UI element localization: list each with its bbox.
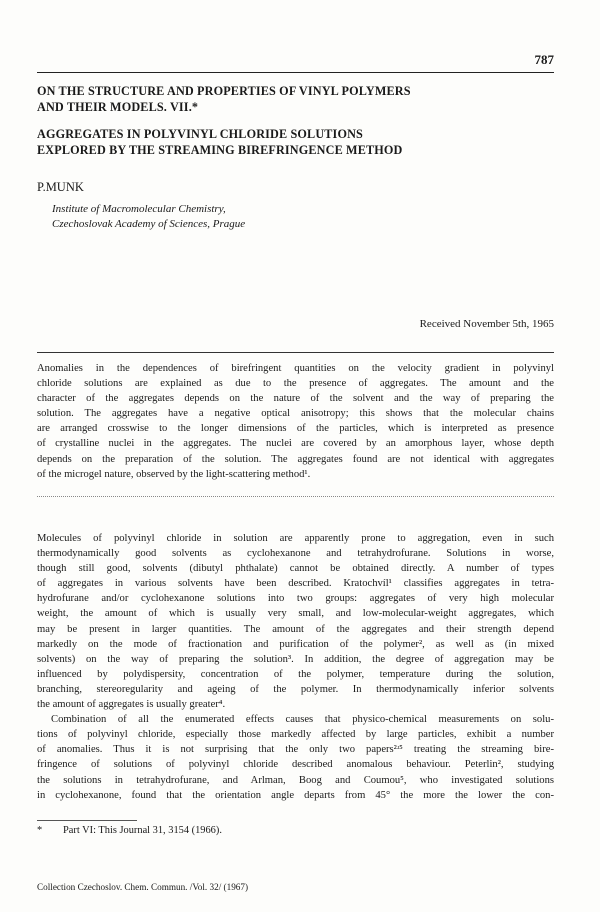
body-line: thermodynamically good solvents as cyclohexanone and tetrahydrofurane. Solutions in worse, [37,548,554,560]
body-line: of aggregates in various solvents have been described. Kratochvíl¹ classifies aggregates in tetra- [37,578,554,590]
footnote-text: Part VI: This Journal 31, 3154 (1966). [63,825,222,836]
subtitle-line: AGGREGATES IN POLYVINYL CHLORIDE SOLUTIONS [37,127,363,141]
affiliation-line: Czechoslovak Academy of Sciences, Prague [52,218,246,230]
body-line: the amount of aggregates is usually greater⁴. [37,699,226,711]
body-line: branching, stereoregularity and ageing of the polymer. In thermodynamically inferior solvents [37,683,554,695]
footnote [37,825,222,836]
body-line: though still good, solvents (dibutyl phthalate) cannot be obtained directly. A number of types [37,563,554,575]
abstract-line: of crystalline nuclei in the aggregates. The nuclei are covered by an amorphous layer, whose depth [37,438,554,450]
page-number: 787 [534,52,554,67]
footnote-marker: * [37,825,43,836]
body-line: hydrofurane and/or cyclohexanone solutions into two groups: aggregates of very high molecular [37,593,554,605]
abstract-bottom-rule [37,496,554,497]
affiliation [52,202,245,232]
body-line: Molecules of polyvinyl chloride in solution are apparently prone to aggregation, even in such [37,533,554,544]
title-line: ON THE STRUCTURE AND PROPERTIES OF VINYL POLYMERS [37,84,411,98]
abstract-line: character of the aggregates depends on the nature of the solvent and the way of preparing the [37,393,554,405]
body-line: Combination of all the enumerated effects causes that physico-chemical measurements on solu- [51,714,554,726]
abstract-line: depends on the preparation of the solution. The aggregates found are not identical with aggregates [37,453,554,465]
abstract-line: chloride solutions are explained as due to the presence of aggregates. The amount and the [37,378,554,390]
paper-title [37,83,554,115]
body-line: tions of polyvinyl chloride, especially those markedly affected by large particles, exhibit a number [37,729,554,741]
journal-footer: Collection Czechoslov. Chem. Commun. /Vol. 32/ (1967) [37,882,249,892]
body-line: fringence of solutions of polyvinyl chloride described anomalous behaviour. Peterlin², studying [37,759,554,771]
body-line: influenced by polydispersity, concentration of the polymer, temperature during the solution, [37,668,554,680]
abstract-line: of the microgel nature, observed by the light-scattering method¹. [37,468,311,480]
abstract-line: solution. The aggregates have a negative optical anisotropy; this shows that the molecular chains [37,408,554,420]
body-text [37,531,554,803]
abstract [37,361,554,482]
body-line: markedly on the mode of fractionation and purification of the polymer², as well as (in mixed [37,638,554,650]
top-rule [37,72,554,73]
affiliation-line: Institute of Macromolecular Chemistry, [52,203,226,215]
title-line: AND THEIR MODELS. VII.* [37,100,199,114]
body-line: the solutions in tetrahydrofurane, and Arlman, Boog and Coumou⁵, who investigated solutions [37,774,554,786]
body-line: solvents) on the way of preparing the solution³. In addition, the degree of aggregation may be [37,653,554,665]
body-line: weight, the amount of which is usually very small, and low-molecular-weight aggregates, which [37,608,554,620]
subtitle-line: EXPLORED BY THE STREAMING BIREFRINGENCE METHOD [37,143,403,157]
author: P.MUNK [37,180,84,194]
abstract-top-rule [37,352,554,353]
body-line: of anomalies. Thus it is not surprising that the only two papers²ʴ⁵ treating the streaming bire- [37,744,554,756]
paper-subtitle [37,126,554,158]
abstract-line: are arranged crosswise to the longer dimensions of the particles, which is interpreted as presence [37,423,554,435]
footnote-rule [37,820,137,821]
body-line: may be present in larger quantities. The amount of the aggregates and their strength depend [37,623,554,635]
received-date: Received November 5th, 1965 [419,318,554,330]
abstract-line: Anomalies in the dependences of birefringent quantities on the velocity gradient in polyvinyl [37,363,554,374]
body-line: in cyclohexanone, found that the orientation angle departs from 45° the more the lower the con- [37,789,554,801]
